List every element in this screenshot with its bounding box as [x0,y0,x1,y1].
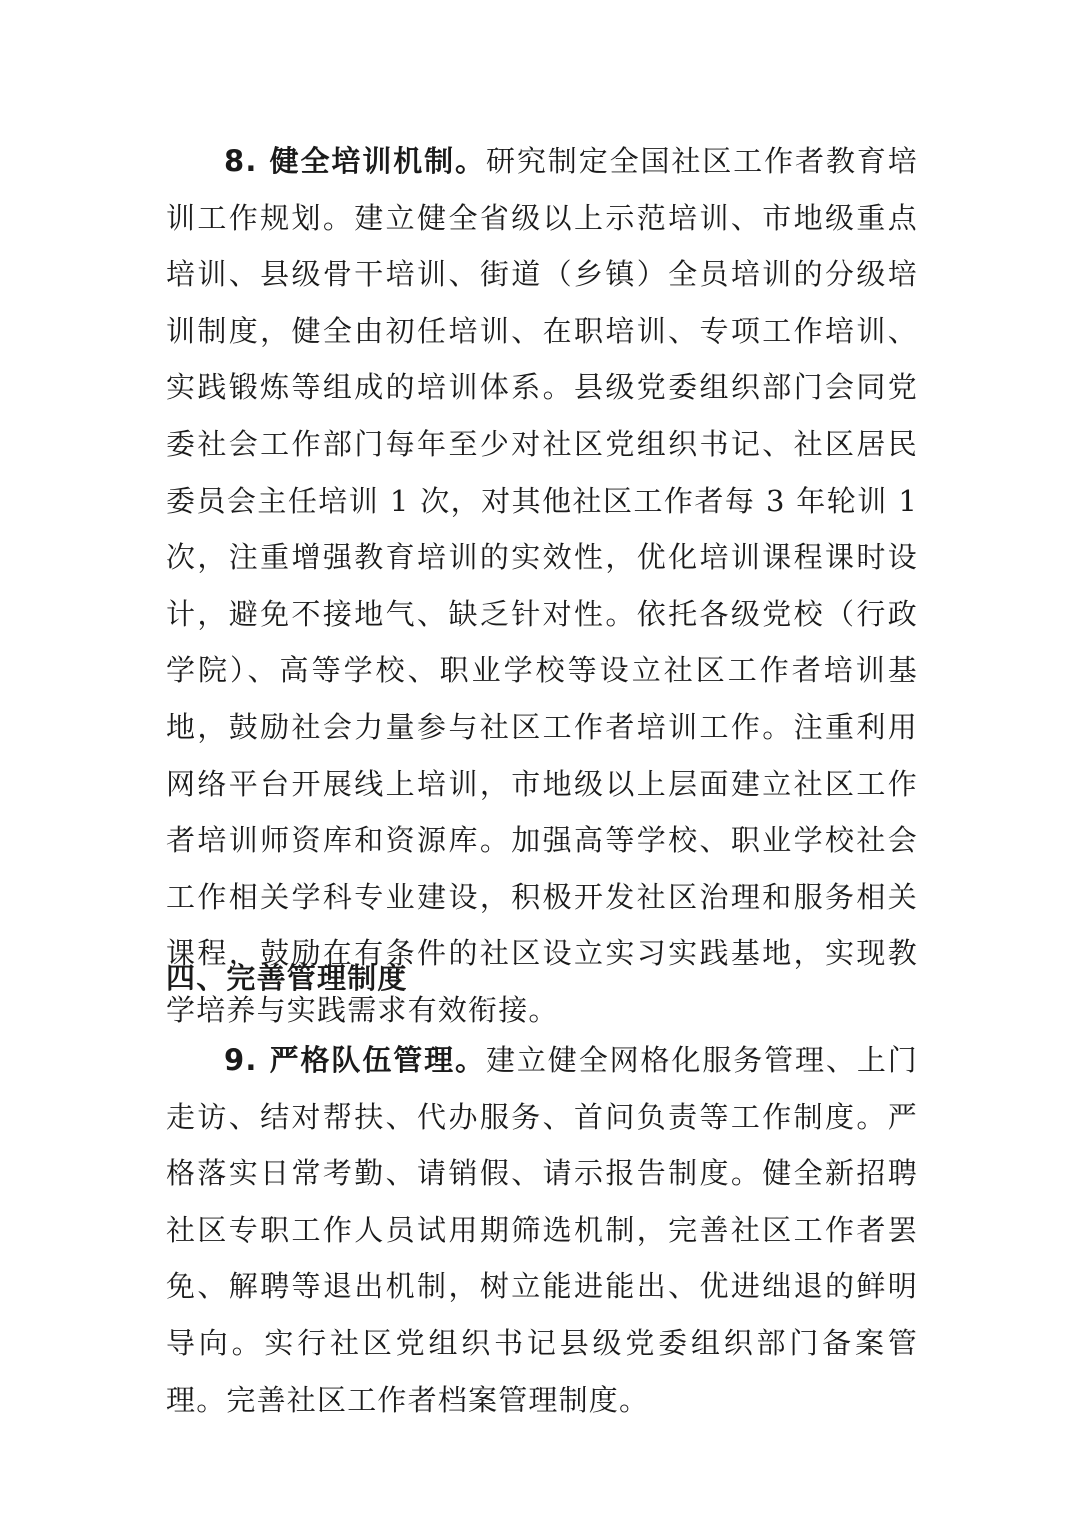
paragraph-body-text: 建立健全网格化服务管理、上门走访、结对帮扶、代办服务、首问负责等工作制度。严格落实日常考勤、请销假、请示报告制度。健全新招聘社区专职工作人员试用期筛选机制，完善社区工作者罢免、解聘等退出机制，树立能进能出、优进绌退的鲜明导向。实行社区党组织书记县级党委组织部门备案管理。完善社区工作者档案管理制度。 [166,1043,918,1417]
paragraph-lead-title: 8. 健全培训机制。 [224,144,486,178]
paragraph-team-management [166,1032,918,1428]
section-heading: 四、完善管理制度 [166,961,408,995]
paragraph-body-text: 研究制定全国社区工作者教育培训工作规划。建立健全省级以上示范培训、市地级重点培训、县级骨干培训、街道（乡镇）全员培训的分级培训制度，健全由初任培训、在职培训、专项工作培训、实践锻炼等组成的培训体系。县级党委组织部门会同党委社会工作部门每年至少对社区党组织书记、社区居民委员会主任培训 1 次，对其他社区工作者每 3 年轮训 1 次，注重增强教育培训的实效性，优化培训课程课时设计，避免不接地气、缺乏针对性。依托各级党校（行政学院）、高等学校、职业学校等设立社区工作者培训基地，鼓励社会力量参与社区工作者培训工作。注重利用网络平台开展线上培训，市地级以上层面建立社区工作者培训师资库和资源库。加强高等学校、职业学校社会工作相关学科专业建设，积极开发社区治理和服务相关课程，鼓励在有条件的社区设立实习实践基地，实现教学培养与实践需求有效衔接。 [166,144,918,1027]
paragraph-lead-title: 9. 严格队伍管理。 [224,1043,486,1077]
paragraph-training-mechanism [166,133,918,1039]
